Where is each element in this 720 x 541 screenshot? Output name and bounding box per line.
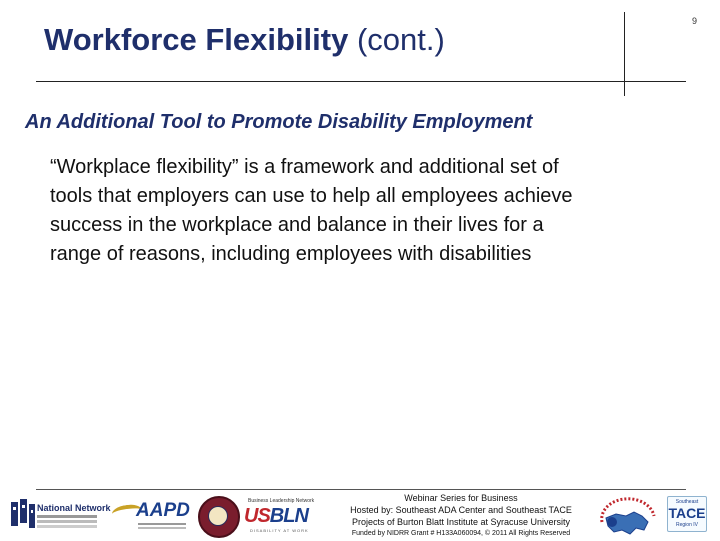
national-network-mark-icon — [10, 499, 36, 529]
slide-title-main: Workforce Flexibility — [44, 22, 349, 57]
usbln-top-text: Business Leadership Network — [248, 498, 315, 504]
tace-wordmark: TACE — [668, 505, 706, 521]
southeast-map-icon — [596, 492, 662, 536]
footer-line-3: Projects of Burton Blatt Institute at Syracuse University — [351, 517, 571, 527]
national-network-text: National Network — [37, 503, 111, 513]
aapd-subtext — [138, 523, 186, 525]
body-line: success in the workplace and balance in their lives for a — [50, 214, 544, 236]
national-network-logo — [10, 497, 111, 533]
southeast-ada-map-logo — [596, 492, 662, 536]
page-number: 9 — [692, 16, 698, 26]
southeast-tace-logo — [667, 496, 707, 532]
footer-line-1: Webinar Series for Business — [404, 493, 518, 503]
footer-credits — [330, 493, 592, 540]
tace-subtext: Region IV — [676, 522, 698, 528]
usbln-bln: BLN — [269, 505, 308, 527]
seal-center-icon — [208, 506, 228, 526]
title-vertical-rule — [624, 12, 625, 96]
title-horizontal-rule — [36, 81, 686, 82]
slide-subtitle: An Additional Tool to Promote Disability Employment — [25, 111, 533, 133]
slide-title — [44, 22, 445, 58]
usbln-us: US — [244, 505, 270, 527]
body-paragraph — [50, 153, 690, 269]
usbln-logo — [244, 497, 320, 535]
body-line: tools that employers can use to help all employees achieve — [50, 185, 573, 207]
footer-line-4: Funded by NIDRR Grant # H133A060094, © 2011 All Rights Reserved — [351, 530, 571, 537]
usbln-subtext: DISABILITY AT WORK — [250, 528, 309, 533]
usbln-wordmark — [244, 505, 308, 528]
footer-line-2: Hosted by: Southeast ADA Center and Southeast TACE — [350, 505, 572, 515]
slide-title-suffix: (cont.) — [348, 22, 445, 57]
footer-rule — [36, 489, 686, 490]
seal-logo — [198, 496, 240, 538]
aapd-text: AAPD — [136, 500, 190, 521]
body-line: range of reasons, including employees with disabilities — [50, 243, 532, 265]
body-line: “Workplace flexibility” is a framework and additional set of — [50, 156, 559, 178]
aapd-logo — [108, 497, 188, 533]
national-network-subtext — [37, 515, 97, 518]
tace-top-text: Southeast — [675, 499, 699, 505]
